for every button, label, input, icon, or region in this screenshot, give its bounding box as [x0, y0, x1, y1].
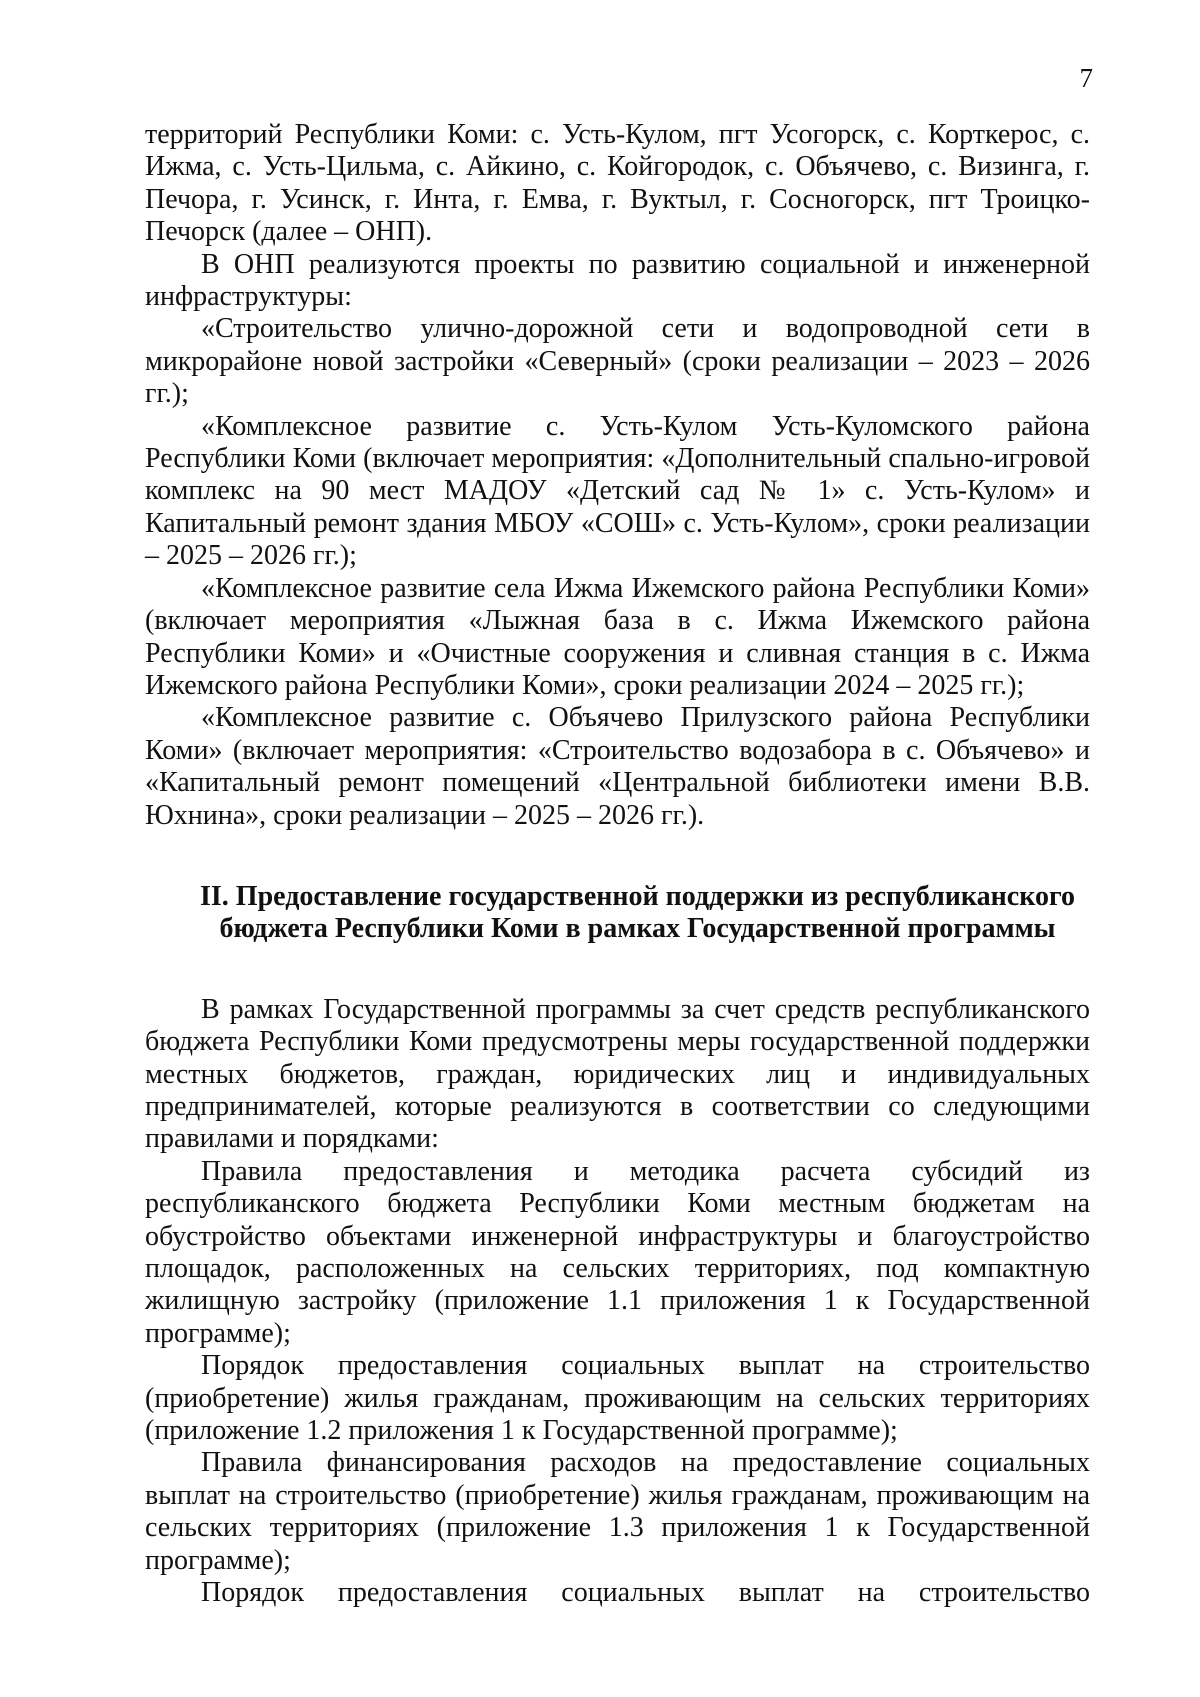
paragraph-support-measures: В рамках Государственной программы за счет средств республиканского бюджета Республики Коми предусмотрены меры государственной поддержки местных бюджетов, граждан, юридических лиц и индивидуальных предпринимателей, которые реализуются в соответствии со следующими правилами и порядками:: [145, 993, 1090, 1155]
section-heading-line-1: II. Предоставление государственной поддержки из республиканского: [200, 880, 1075, 912]
section-heading-line-2: бюджета Республики Коми в рамках Государственной программы: [219, 913, 1056, 945]
paragraph-project-severny: «Строительство улично-дорожной сети и водопроводной сети в микрорайоне новой застройки «Северный» (сроки реализации – 2023 – 2026 гг.);: [145, 313, 1090, 410]
paragraph-project-izhma: «Комплексное развитие села Ижма Ижемского района Республики Коми» (включает мероприятия «Лыжная база в с. Ижма Ижемского района Республики Коми» и «Очистные сооружения и сливная станция в с. Ижма Ижемского района Республики Коми», сроки реализации 2024 – 2025 гг.);: [145, 572, 1090, 701]
page-number: 7: [1079, 63, 1093, 93]
paragraph-onp-list: территорий Республики Коми: с. Усть-Кулом, пгт Усогорск, с. Корткерос, с. Ижма, с. Усть-Цильма, с. Айкино, с. Койгородок, с. Объячево, с. Визинга, г. Печора, г. Усинск, г. Инта, г. Емва, г. Вуктыл, г. Сосногорск, пгт Троицко-Печорск (далее – ОНП).: [145, 119, 1090, 248]
paragraph-rules-financing: Правила финансирования расходов на предоставление социальных выплат на строительство (приобретение) жилья гражданам, проживающим на сельских территориях (приложение 1.3 приложения 1 к Государственной программе);: [145, 1447, 1090, 1576]
paragraph-rules-subsidies: Правила предоставления и методика расчета субсидий из республиканского бюджета Республики Коми местным бюджетам на обустройство объектами инженерной инфраструктуры и благоустройство площадок, расположенных на сельских территориях, под компактную жилищную застройку (приложение 1.1 приложения 1 к Государственной программе);: [145, 1155, 1090, 1349]
section-heading: [145, 881, 1090, 946]
document-body: [145, 119, 1090, 1609]
paragraph-project-obyachevo: «Комплексное развитие с. Объячево Прилузского района Республики Коми» (включает мероприятия: «Строительство водозабора в с. Объячево» и «Капитальный ремонт помещений «Центральной библиотеки имени В.В. Юхнина», сроки реализации – 2025 – 2026 гг.).: [145, 702, 1090, 831]
paragraph-project-ust-kulom: «Комплексное развитие с. Усть-Кулом Усть-Куломского района Республики Коми (включает мероприятия: «Дополнительный спально-игровой комплекс на 90 мест МАДОУ «Детский сад № 1» с. Усть-Кулом» и Капитальный ремонт здания МБОУ «СОШ» с. Усть-Кулом», сроки реализации – 2025 – 2026 гг.);: [145, 410, 1090, 572]
paragraph-order-continued: Порядок предоставления социальных выплат на строительство: [201, 1577, 1090, 1609]
paragraph-onp-projects-intro: В ОНП реализуются проекты по развитию социальной и инженерной инфраструктуры:: [145, 248, 1090, 313]
paragraph-order-social-payments: Порядок предоставления социальных выплат на строительство (приобретение) жилья гражданам, проживающим на сельских территориях (приложение 1.2 приложения 1 к Государственной программе);: [145, 1350, 1090, 1447]
